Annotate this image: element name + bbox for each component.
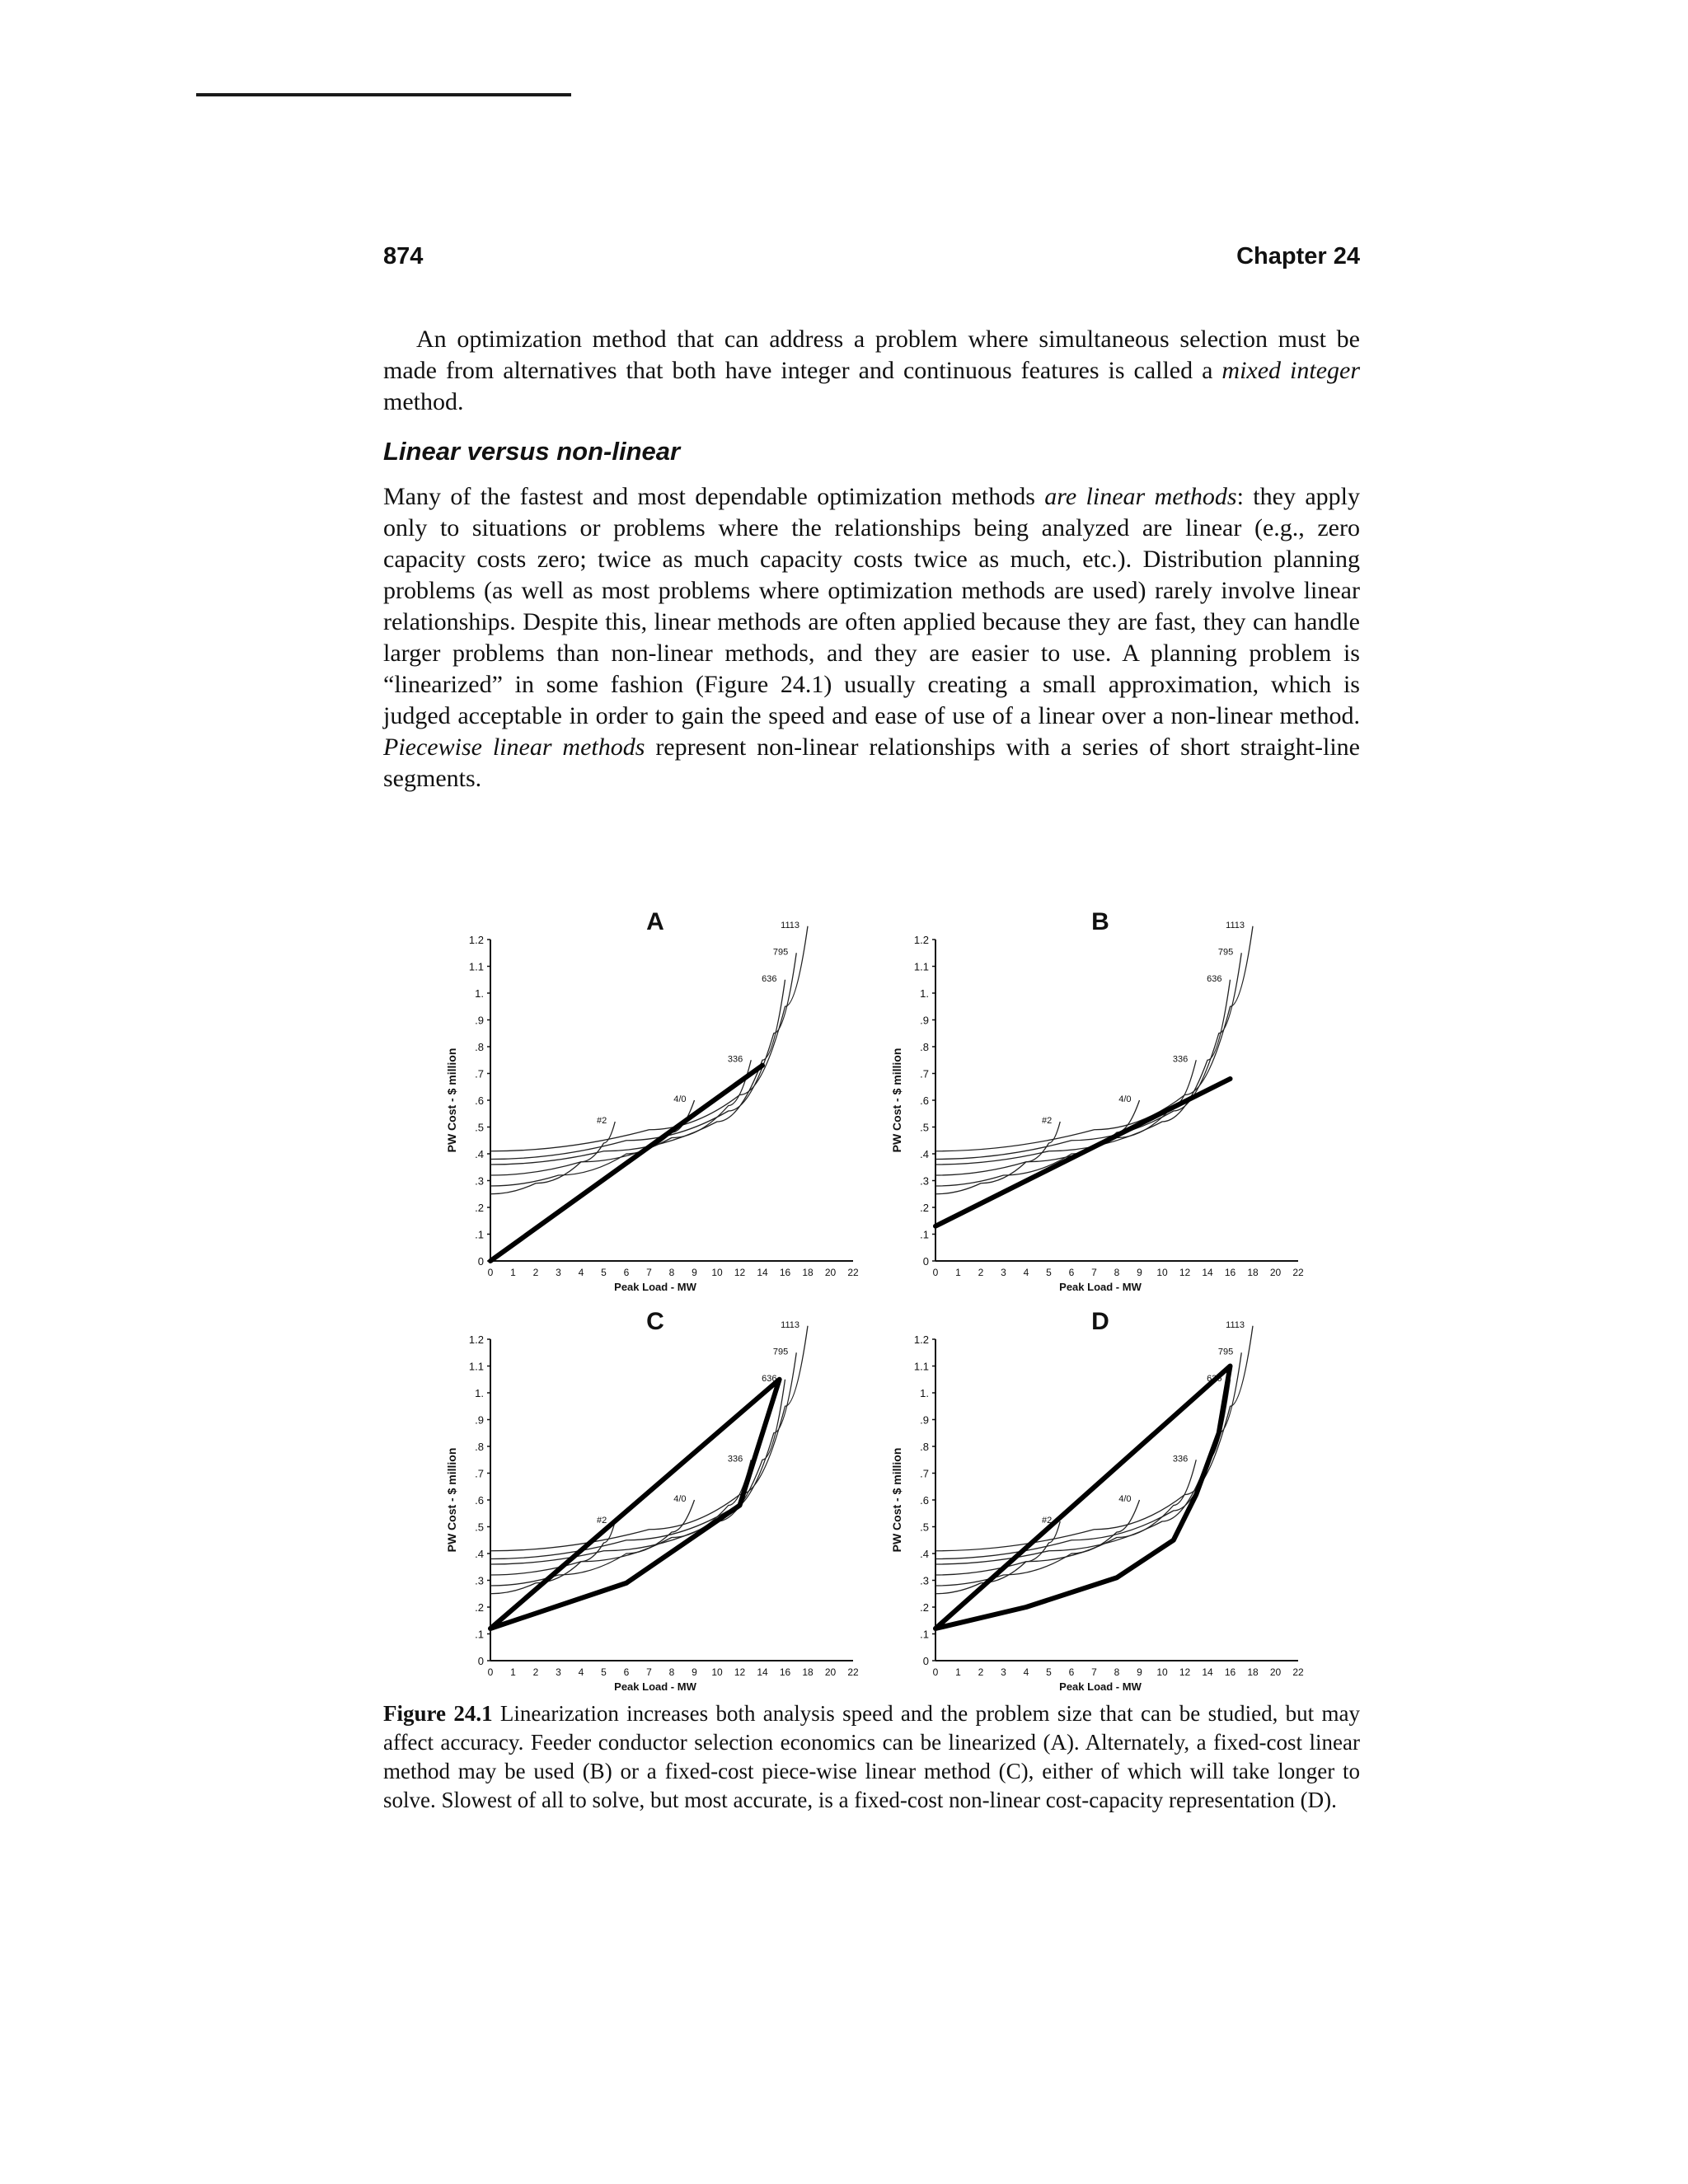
x-tick-label: 14 [1202, 1267, 1213, 1278]
chart-panel-a [445, 908, 859, 1293]
y-tick-label: 1.2 [468, 934, 484, 946]
x-tick-label: 8 [668, 1666, 675, 1678]
x-tick-label: 22 [847, 1267, 859, 1278]
x-tick-label: 18 [1247, 1666, 1259, 1678]
chart-panel-c [445, 1308, 859, 1693]
caption-label: Figure 24.1 [383, 1701, 493, 1726]
y-tick-label: .3 [920, 1574, 929, 1587]
body-part-3: represent non-linear relationships with a series of short straight-line segments. [383, 733, 1360, 792]
x-tick-label: 10 [1156, 1267, 1168, 1278]
y-tick-label: .1 [920, 1228, 929, 1241]
x-tick-label: 20 [824, 1267, 837, 1278]
approximation-line [490, 1380, 780, 1629]
chapter-title: Chapter 24 [1236, 243, 1360, 269]
top-rule [196, 93, 571, 96]
y-axis-label: PW Cost - $ million [445, 1447, 458, 1553]
series-label: 4/0 [1118, 1494, 1132, 1504]
series-label: 4/0 [673, 1494, 687, 1504]
series-curve-1113 [935, 1326, 1253, 1551]
y-tick-label: 1. [475, 1387, 484, 1399]
panel-label: C [646, 1308, 664, 1335]
y-axis-label: PW Cost - $ million [445, 1047, 458, 1153]
intro-tail: method. [383, 388, 464, 415]
series-label: 795 [772, 1347, 789, 1357]
x-tick-label: 16 [1224, 1666, 1236, 1678]
y-tick-label: 0 [922, 1255, 929, 1268]
x-tick-label: 12 [1179, 1666, 1191, 1678]
x-tick-label: 18 [802, 1666, 814, 1678]
caption-text: Linearization increases both analysis speed and the problem size that can be studied, but may affect accuracy. Feeder conductor selection economics can be linearized (A). Alternately, a fixed-cost linear method may be used (B) or a fixed-cost piece-wise linear method (C), either of which will take longer to solve. Slowest of all to solve, but most accurate, is a fixed-cost non-linear cost-capacity representation (D). [383, 1701, 1360, 1812]
x-tick-label: 12 [734, 1267, 746, 1278]
y-tick-label: .7 [920, 1467, 929, 1480]
panel-label: B [1091, 908, 1109, 935]
series-label: 336 [1172, 1054, 1189, 1065]
x-tick-label: 22 [847, 1666, 859, 1678]
x-tick-label: 3 [1001, 1267, 1006, 1278]
y-tick-label: .9 [920, 1014, 929, 1027]
y-tick-label: .2 [920, 1202, 929, 1214]
x-tick-label: 16 [1224, 1267, 1236, 1278]
y-tick-label: .3 [475, 1574, 484, 1587]
series-label: 636 [762, 1373, 777, 1384]
x-tick-label: 12 [1179, 1267, 1191, 1278]
series-label: #2 [597, 1516, 607, 1526]
figure-caption [383, 1699, 1360, 1815]
x-tick-label: 16 [779, 1666, 791, 1678]
approximation-line [935, 1366, 1231, 1629]
x-tick-label: 5 [601, 1666, 607, 1678]
y-tick-label: 1.1 [468, 1360, 484, 1373]
y-tick-label: 0 [477, 1655, 484, 1667]
x-tick-label: 0 [932, 1666, 939, 1678]
chart-panel-d [890, 1308, 1304, 1693]
y-tick-label: 0 [922, 1655, 929, 1667]
x-tick-label: 9 [692, 1666, 697, 1678]
x-tick-label: 14 [757, 1666, 768, 1678]
series-label: 636 [1207, 1373, 1222, 1384]
series-label: #2 [1042, 1516, 1053, 1526]
series-curve-2 [490, 1521, 615, 1594]
figure-svg [429, 898, 1319, 1693]
x-tick-label: 9 [1137, 1666, 1142, 1678]
x-tick-label: 7 [646, 1666, 652, 1678]
x-tick-label: 18 [1247, 1267, 1259, 1278]
x-tick-label: 3 [556, 1666, 561, 1678]
series-label: 4/0 [1118, 1094, 1132, 1104]
x-axis-label: Peak Load - MW [614, 1281, 696, 1293]
intro-paragraph [383, 324, 1360, 418]
x-tick-label: 10 [711, 1666, 723, 1678]
x-tick-label: 2 [532, 1267, 539, 1278]
y-tick-label: .8 [920, 1441, 929, 1453]
page-number: 874 [383, 243, 424, 269]
x-tick-label: 4 [1023, 1267, 1029, 1278]
x-tick-label: 0 [487, 1267, 494, 1278]
panel-label: D [1091, 1308, 1109, 1335]
series-label: 1113 [781, 920, 799, 930]
y-tick-label: .5 [920, 1521, 929, 1534]
y-tick-label: .2 [920, 1601, 929, 1614]
x-tick-label: 22 [1292, 1666, 1304, 1678]
figure-24-1 [429, 898, 1319, 1693]
series-curve-795 [490, 953, 796, 1159]
y-tick-label: 1. [475, 987, 484, 1000]
y-tick-label: .4 [920, 1148, 929, 1160]
y-tick-label: .4 [475, 1548, 484, 1560]
x-tick-label: 1 [955, 1267, 961, 1278]
x-tick-label: 1 [510, 1267, 516, 1278]
body-part-1: Many of the fastest and most dependable optimization methods [383, 483, 1045, 510]
chart-panel-b [890, 908, 1304, 1293]
y-axis-label: PW Cost - $ million [890, 1047, 903, 1153]
y-tick-label: .9 [475, 1014, 484, 1027]
series-curve-1113 [490, 926, 808, 1151]
y-tick-label: .8 [475, 1041, 484, 1053]
y-tick-label: .4 [475, 1148, 484, 1160]
y-tick-label: .1 [475, 1628, 484, 1641]
x-tick-label: 4 [578, 1267, 584, 1278]
x-tick-label: 5 [1046, 1267, 1052, 1278]
series-label: 795 [1217, 1347, 1234, 1357]
y-tick-label: .4 [920, 1548, 929, 1560]
y-tick-label: .2 [475, 1202, 484, 1214]
y-tick-label: .7 [475, 1067, 484, 1080]
section-paragraph [383, 481, 1360, 794]
x-axis-label: Peak Load - MW [1059, 1281, 1142, 1293]
y-tick-label: .8 [920, 1041, 929, 1053]
y-tick-label: .6 [920, 1094, 929, 1107]
series-curve-2 [935, 1122, 1060, 1194]
x-tick-label: 20 [1269, 1666, 1282, 1678]
y-tick-label: .1 [920, 1628, 929, 1641]
series-label: 1113 [1226, 920, 1245, 930]
x-tick-label: 3 [1001, 1666, 1006, 1678]
series-label: 336 [727, 1054, 743, 1065]
y-tick-label: .2 [475, 1601, 484, 1614]
series-curve-636 [935, 980, 1231, 1165]
series-label: 636 [1207, 973, 1222, 984]
series-label: 4/0 [673, 1094, 687, 1104]
series-label: 1113 [1226, 1319, 1245, 1330]
x-tick-label: 9 [692, 1267, 697, 1278]
x-tick-label: 8 [1114, 1666, 1120, 1678]
x-axis-label: Peak Load - MW [614, 1680, 696, 1693]
x-tick-label: 10 [711, 1267, 723, 1278]
x-tick-label: 4 [1023, 1666, 1029, 1678]
y-tick-label: .5 [475, 1121, 484, 1134]
x-tick-label: 2 [978, 1666, 984, 1678]
y-tick-label: 0 [477, 1255, 484, 1268]
series-label: #2 [1042, 1116, 1053, 1126]
x-tick-label: 6 [623, 1666, 630, 1678]
series-label: 336 [727, 1454, 743, 1465]
y-tick-label: 1. [920, 987, 929, 1000]
y-axis-label: PW Cost - $ million [890, 1447, 903, 1553]
x-tick-label: 16 [779, 1267, 791, 1278]
body-emphasis-2: Piecewise linear methods [383, 733, 645, 761]
series-label: 1113 [781, 1319, 799, 1330]
x-tick-label: 14 [757, 1267, 768, 1278]
y-tick-label: .9 [475, 1413, 484, 1427]
x-tick-label: 5 [1046, 1666, 1052, 1678]
series-curve-636 [490, 1380, 785, 1564]
section-heading: Linear versus non-linear [383, 437, 681, 466]
x-tick-label: 20 [1269, 1267, 1282, 1278]
series-label: #2 [597, 1116, 607, 1126]
y-tick-label: .6 [920, 1494, 929, 1507]
y-tick-label: .7 [475, 1467, 484, 1480]
x-tick-label: 9 [1137, 1267, 1142, 1278]
approximation-line [935, 1079, 1231, 1226]
x-tick-label: 8 [1114, 1267, 1120, 1278]
x-tick-label: 6 [1068, 1666, 1075, 1678]
series-curve-795 [490, 1352, 796, 1558]
x-tick-label: 20 [824, 1666, 837, 1678]
x-tick-label: 0 [932, 1267, 939, 1278]
series-curve-795 [935, 1352, 1241, 1558]
intro-emphasis: mixed integer [1221, 357, 1360, 384]
body-part-2: : they apply only to situations or problems where the relationships being analyzed are linear (e.g., zero capacity costs zero; twice as much capacity costs twice as much, etc.). Distribution planning problems (as well as most problems where optimization methods are used) rarely involve linear relationships. Despite this, linear methods are often applied because they are fast, they can handle larger problems than non-linear methods, and they are easier to use. A planning problem is “linearized” in some fashion (Figure 24.1) usually creating a small approximation, which is judged acceptable in order to gain the speed and ease of use of a linear over a non-linear method. [383, 483, 1360, 729]
x-tick-label: 18 [802, 1267, 814, 1278]
y-tick-label: 1.2 [913, 1333, 929, 1346]
y-tick-label: .5 [475, 1521, 484, 1534]
y-tick-label: .7 [920, 1067, 929, 1080]
x-tick-label: 2 [532, 1666, 539, 1678]
y-tick-label: 1. [920, 1387, 929, 1399]
y-tick-label: .6 [475, 1094, 484, 1107]
y-tick-label: 1.1 [913, 1360, 929, 1373]
x-tick-label: 7 [1091, 1666, 1097, 1678]
x-tick-label: 4 [578, 1666, 584, 1678]
x-tick-label: 10 [1156, 1666, 1168, 1678]
series-curve-636 [490, 980, 785, 1165]
y-tick-label: .1 [475, 1228, 484, 1241]
y-tick-label: 1.2 [913, 934, 929, 946]
x-tick-label: 6 [623, 1267, 630, 1278]
y-tick-label: .3 [475, 1174, 484, 1188]
x-tick-label: 1 [955, 1666, 961, 1678]
y-tick-label: .3 [920, 1174, 929, 1188]
series-label: 795 [1217, 947, 1234, 958]
x-tick-label: 5 [601, 1267, 607, 1278]
x-tick-label: 22 [1292, 1267, 1304, 1278]
x-tick-label: 12 [734, 1666, 746, 1678]
series-curve-795 [935, 953, 1241, 1159]
x-tick-label: 7 [646, 1267, 652, 1278]
panel-label: A [646, 908, 664, 935]
y-tick-label: 1.1 [913, 960, 929, 973]
x-tick-label: 14 [1202, 1666, 1213, 1678]
intro-text: An optimization method that can address a problem where simultaneous selection must be made from alternatives that both have integer and continuous features is called a [383, 326, 1360, 384]
body-emphasis-1: are linear methods [1044, 483, 1237, 510]
page-header [383, 243, 1360, 276]
series-label: 336 [1172, 1454, 1189, 1465]
x-tick-label: 1 [510, 1666, 516, 1678]
series-curve-1113 [935, 926, 1253, 1151]
series-label: 795 [772, 947, 789, 958]
y-tick-label: .6 [475, 1494, 484, 1507]
x-tick-label: 6 [1068, 1267, 1075, 1278]
x-tick-label: 2 [978, 1267, 984, 1278]
y-tick-label: .8 [475, 1441, 484, 1453]
y-tick-label: .9 [920, 1413, 929, 1427]
y-tick-label: .5 [920, 1121, 929, 1134]
x-tick-label: 8 [668, 1267, 675, 1278]
x-tick-label: 3 [556, 1267, 561, 1278]
x-tick-label: 0 [487, 1666, 494, 1678]
x-tick-label: 7 [1091, 1267, 1097, 1278]
series-label: 636 [762, 973, 777, 984]
y-tick-label: 1.1 [468, 960, 484, 973]
x-axis-label: Peak Load - MW [1059, 1680, 1142, 1693]
y-tick-label: 1.2 [468, 1333, 484, 1346]
